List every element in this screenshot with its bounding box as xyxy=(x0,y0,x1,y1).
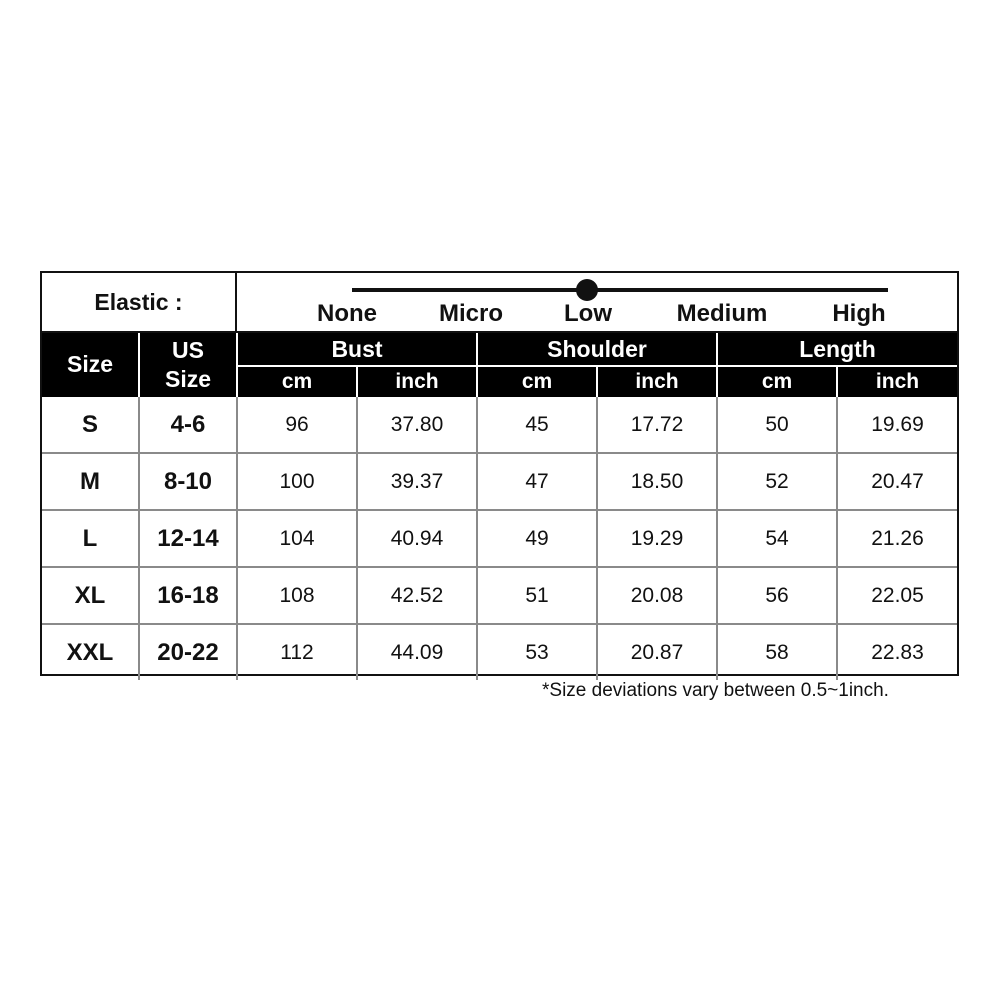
us-size-cell: 16-18 xyxy=(139,567,237,624)
shoulder-cm-cell: 45 xyxy=(477,397,597,453)
length-cm-cell: 58 xyxy=(717,624,837,680)
elastic-level-marker xyxy=(576,279,598,301)
size-cell: M xyxy=(42,453,139,510)
us-size-cell: 20-22 xyxy=(139,624,237,680)
length-inch-cell: 19.69 xyxy=(837,397,957,453)
shoulder-inch-cell: 19.29 xyxy=(597,510,717,567)
elastic-label: Elastic : xyxy=(42,273,237,331)
elastic-scale-line xyxy=(352,288,888,292)
length-inch-cell: 21.26 xyxy=(837,510,957,567)
us-size-cell: 4-6 xyxy=(139,397,237,453)
table-row xyxy=(42,567,957,624)
bust-inch-cell: 44.09 xyxy=(357,624,477,680)
shoulder-inch-cell: 20.08 xyxy=(597,567,717,624)
size-cell: L xyxy=(42,510,139,567)
us-size-cell: 12-14 xyxy=(139,510,237,567)
size-cell: S xyxy=(81,410,98,438)
shoulder-inch-cell: 20.87 xyxy=(597,624,717,680)
bust-inch-cell: 40.94 xyxy=(357,510,477,567)
table-row xyxy=(42,453,957,510)
header-unit: cm xyxy=(717,366,837,397)
header-us-line2: Size xyxy=(164,366,212,392)
elastic-row xyxy=(42,273,957,333)
header-us-line1: US xyxy=(172,337,204,364)
shoulder-inch-cell: 18.50 xyxy=(597,453,717,510)
shoulder-cm-cell: 47 xyxy=(477,453,597,510)
bust-cm-cell: 104 xyxy=(237,510,357,567)
bust-cm-cell: 112 xyxy=(237,624,357,680)
elastic-level-micro: Micro xyxy=(438,300,504,327)
header-us-size xyxy=(139,333,237,397)
shoulder-inch-cell: 17.72 xyxy=(597,397,717,453)
size-cell: XL xyxy=(42,567,139,624)
header-size: Size xyxy=(42,333,139,397)
table-row xyxy=(42,397,957,453)
length-cm-cell: 50 xyxy=(717,397,837,453)
shoulder-cm-cell: 49 xyxy=(477,510,597,567)
header-shoulder: Shoulder xyxy=(477,333,717,366)
shoulder-cm-cell: 53 xyxy=(477,624,597,680)
footnote: *Size deviations vary between 0.5~1inch. xyxy=(542,680,889,701)
bust-cm-cell: 100 xyxy=(237,453,357,510)
bust-inch-cell: 39.37 xyxy=(357,453,477,510)
bust-inch-cell: 37.80 xyxy=(357,397,477,453)
size-chart xyxy=(40,271,959,676)
header-unit: cm xyxy=(237,366,357,397)
bust-cm-cell: 96 xyxy=(237,397,357,453)
length-cm-cell: 54 xyxy=(717,510,837,567)
bust-inch-cell: 42.52 xyxy=(357,567,477,624)
header-unit: inch xyxy=(837,366,957,397)
header-unit: cm xyxy=(477,366,597,397)
elastic-level-none: None xyxy=(317,300,377,327)
elastic-level-high: High xyxy=(832,300,886,327)
us-size-cell: 8-10 xyxy=(139,453,237,510)
header-unit: inch xyxy=(357,366,477,397)
table-row xyxy=(42,624,957,680)
header-bust: Bust xyxy=(237,333,477,366)
shoulder-cm-cell: 51 xyxy=(477,567,597,624)
size-table xyxy=(42,333,957,680)
length-inch-cell: 20.47 xyxy=(837,453,957,510)
elastic-level-low: Low xyxy=(564,300,612,327)
length-inch-cell: 22.05 xyxy=(837,567,957,624)
header-unit: inch xyxy=(597,366,717,397)
header-row-groups xyxy=(42,333,957,366)
size-cell: XXL xyxy=(42,624,139,680)
bust-cm-cell: 108 xyxy=(237,567,357,624)
header-length: Length xyxy=(717,333,957,366)
elastic-level-medium: Medium xyxy=(676,300,768,327)
length-cm-cell: 56 xyxy=(717,567,837,624)
length-inch-cell: 22.83 xyxy=(837,624,957,680)
length-cm-cell: 52 xyxy=(717,453,837,510)
table-row xyxy=(42,510,957,567)
